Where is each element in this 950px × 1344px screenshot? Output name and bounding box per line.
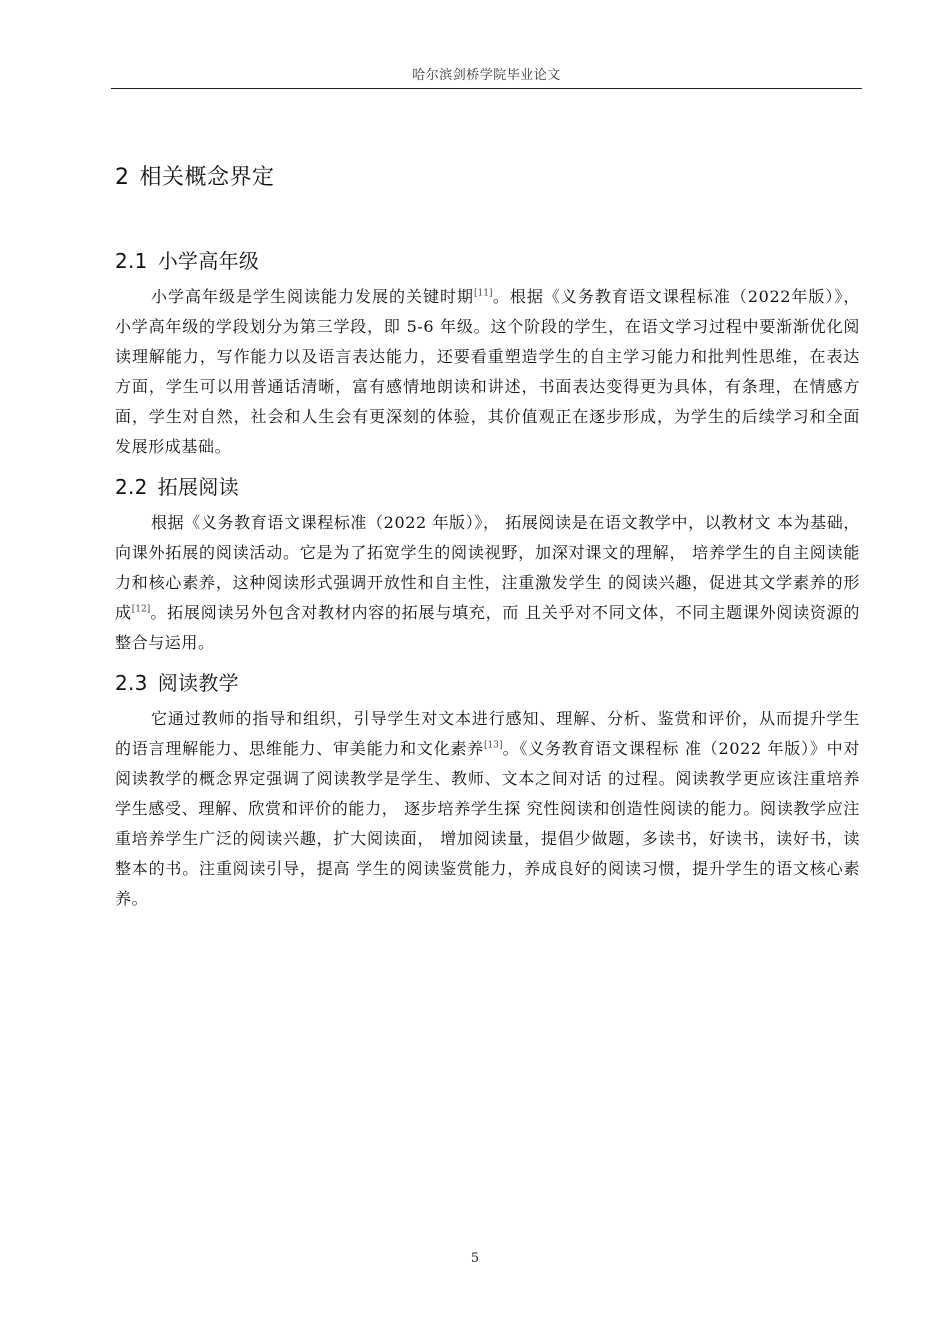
section-title: 拓展阅读 — [157, 475, 239, 499]
paragraph-text: 。《义务教育语文课程标 准（2022 年版）》中对阅读教学的概念界定强调了阅读教学是学生、教师、文本之间对话 的过程。阅读教学更应该注重培养学生感受、理解、欣赏和评价的能力， 逐步培养学生探 究性阅读和创造性阅读的能力。阅读教学应注重培养学生广泛的阅读兴趣，扩大阅读面， 增加阅读量，提倡少做题，多读书，好读书，读好书，读整本的书。注重阅读引导，提高 学生的阅读鉴赏能力，养成良好的阅读习惯，提升学生的语文核心素养。 — [115, 739, 860, 908]
citation-marker: [12] — [131, 604, 151, 615]
paragraph-text: 。拓展阅读另外包含对教材内容的拓展与填充，而 且关乎对不同文体，不同主题课外阅读资源的整合与运用。 — [115, 603, 860, 652]
section-heading — [115, 664, 860, 702]
section-2-2 — [115, 468, 860, 658]
section-heading — [115, 468, 860, 506]
paragraph-text: 根据《义务教育语文课程标准（2022 年版）》， 拓展阅读是在语文教学中，以教材文 本为基础，向课外拓展的阅读活动。它是为了拓宽学生的阅读视野，加深对课文的理解， 培养学生的自主阅读能力和核心素养，这种阅读形式强调开放性和自主性，注重激发学生 的阅读兴趣，促进其文学素养的形成 — [115, 513, 860, 622]
citation-marker: [11] — [474, 288, 493, 299]
section-paragraph — [115, 282, 860, 462]
paragraph-text: 。根据《义务教育语文课程标准（2022年版）》，小学高年级的学段划分为第三学段，即 5-6 年级。这个阶段的学生，在语文学习过程中要渐渐优化阅读理解能力，写作能力以及语言表达能力，还要看重塑造学生的自主学习能力和批判性思维，在表达方面，学生可以用普通话清晰，富有感情地朗读和讲述，书面表达变得更为具体，有条理，在情感方面，学生对自然，社会和人生会有更深刻的体验，其价值观正在逐步形成，为学生的后续学习和全面发展形成基础。 — [115, 287, 860, 456]
section-number: 2.2 — [115, 475, 148, 499]
section-title: 小学高年级 — [157, 249, 260, 273]
section-paragraph — [115, 704, 860, 914]
page-number: 5 — [470, 1251, 480, 1266]
section-2-1 — [115, 242, 860, 462]
chapter-title: 相关概念界定 — [139, 165, 275, 190]
chapter-number: 2 — [115, 165, 130, 190]
body-content — [115, 158, 860, 920]
paragraph-text: 它通过教师的指导和组织，引导学生对文本进行感知、理解、分析、鉴赏和评价，从而提升学生的语言理解能力、思维能力、审美能力和文化素养 — [115, 709, 860, 758]
running-header: 哈尔滨剑桥学院毕业论文 — [412, 68, 561, 83]
section-paragraph — [115, 508, 860, 658]
section-title: 阅读教学 — [157, 671, 239, 695]
section-number: 2.3 — [115, 671, 148, 695]
chapter-heading — [115, 158, 860, 198]
citation-marker: [13] — [484, 740, 503, 751]
header-rule — [111, 88, 862, 89]
section-heading — [115, 242, 860, 280]
section-number: 2.1 — [115, 249, 148, 273]
paragraph-text: 小学高年级是学生阅读能力发展的关键时期 — [151, 287, 474, 306]
section-2-3 — [115, 664, 860, 914]
